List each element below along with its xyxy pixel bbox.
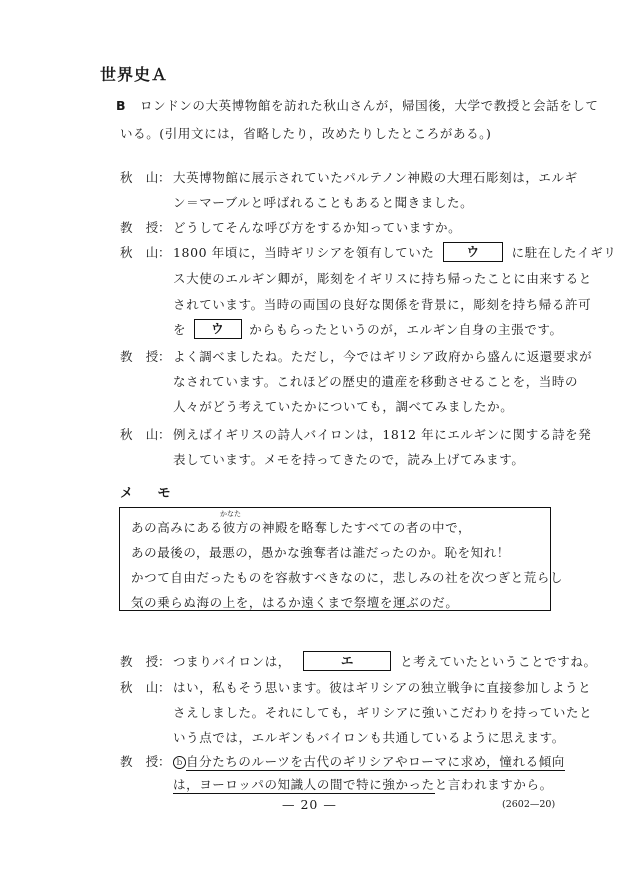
speaker-akiyama: 秋 山： [120, 245, 171, 260]
memo-line: あの高みにある彼方の神殿を略奪したすべての者の中で， [131, 520, 472, 535]
dialogue-line: は，ヨーロッパの知識人の間で特に強かったと言われますから。 [173, 777, 553, 792]
blank-e: エ [303, 651, 391, 671]
memo-ruby: かなた [220, 510, 241, 518]
dialogue-line: 人々がどう考えていたかについても，調べてみましたか。 [173, 399, 514, 414]
page-number: — 20 — [282, 797, 337, 812]
dialogue-line: ス大使のエルギン卿が，彫刻をイギリスに持ち帰ったことに由来すると [173, 271, 592, 286]
blank-u: ウ [443, 242, 503, 262]
intro-line-1: ロンドンの大英博物館を訪れた秋山さんが，帰国後，大学で教授と会話をして [140, 98, 599, 113]
dialogue-line: 大英博物館に展示されていたパルテノン神殿の大理石彫刻は，エルギ [173, 170, 578, 185]
memo-line: 気の乗らぬ海の上を，はるか遠くまで祭壇を運ぶのだ。 [131, 595, 459, 610]
underline-marker-b: ｂ [173, 756, 186, 769]
exam-code: (2602—20) [502, 799, 556, 810]
memo-heading: メ モ [120, 486, 181, 501]
dialogue-line: を ウ からもらったというのが，エルギン自身の主張です。 [173, 321, 563, 337]
dialogue-line: よく調べましたね。ただし，今ではギリシア政府から盛んに返還要求が [173, 349, 593, 364]
intro-line-2: いる。(引用文には，省略したり，改めたりしたところがある。) [120, 126, 492, 141]
dialogue-line: 例えばイギリスの詩人バイロンは，1812 年にエルギンに関する詩を発 [173, 427, 592, 442]
dialogue-line: ン＝マーブルと呼ばれることもあると聞きました。 [173, 195, 474, 210]
dialogue-line: ｂ 自分たちのルーツを古代のギリシアやローマに求め，憧れる傾向 [173, 752, 565, 770]
speaker-professor: 教 授： [120, 654, 171, 669]
dialogue-line: なされています。これほどの歴史的遺産を移動させることを，当時の [173, 374, 579, 389]
memo-line: かつて自由だったものを容赦すべきなのに，悲しみの社を次つぎと荒らし [131, 570, 564, 585]
speaker-professor: 教 授： [120, 349, 171, 364]
speaker-professor: 教 授： [120, 754, 171, 769]
dialogue-line: いう点では，エルギンもバイロンも共通しているように思えます。 [173, 730, 565, 745]
dialogue-line: はい，私もそう思います。彼はギリシアの独立戦争に直接参加しようと [173, 680, 592, 695]
dialogue-line: どうしてそんな呼び方をするか知っていますか。 [173, 220, 462, 235]
subject-title: 世界史Ａ [100, 65, 169, 84]
dialogue-line: されています。当時の両国の良好な関係を背景に，彫刻を持ち帰る許可 [173, 297, 592, 312]
memo-line: あの最後の，最悪の，愚かな強奪者は誰だったのか。恥を知れ！ [131, 545, 510, 560]
speaker-akiyama: 秋 山： [120, 680, 171, 695]
dialogue-line: つまりバイロンは， エ と考えていたということですね。 [173, 653, 597, 669]
speaker-akiyama: 秋 山： [120, 427, 171, 442]
speaker-professor: 教 授： [120, 220, 171, 235]
section-label: B [116, 98, 126, 113]
blank-u: ウ [194, 319, 242, 339]
dialogue-line: 1800 年頃に，当時ギリシアを領有していた ウ に駐在したイギリ [173, 244, 617, 260]
dialogue-line: 表しています。メモを持ってきたので，読み上げてみます。 [173, 452, 525, 467]
speaker-akiyama: 秋 山： [120, 170, 171, 185]
dialogue-line: さえしました。それにしても，ギリシアに強いこだわりを持っていたと [173, 705, 593, 720]
